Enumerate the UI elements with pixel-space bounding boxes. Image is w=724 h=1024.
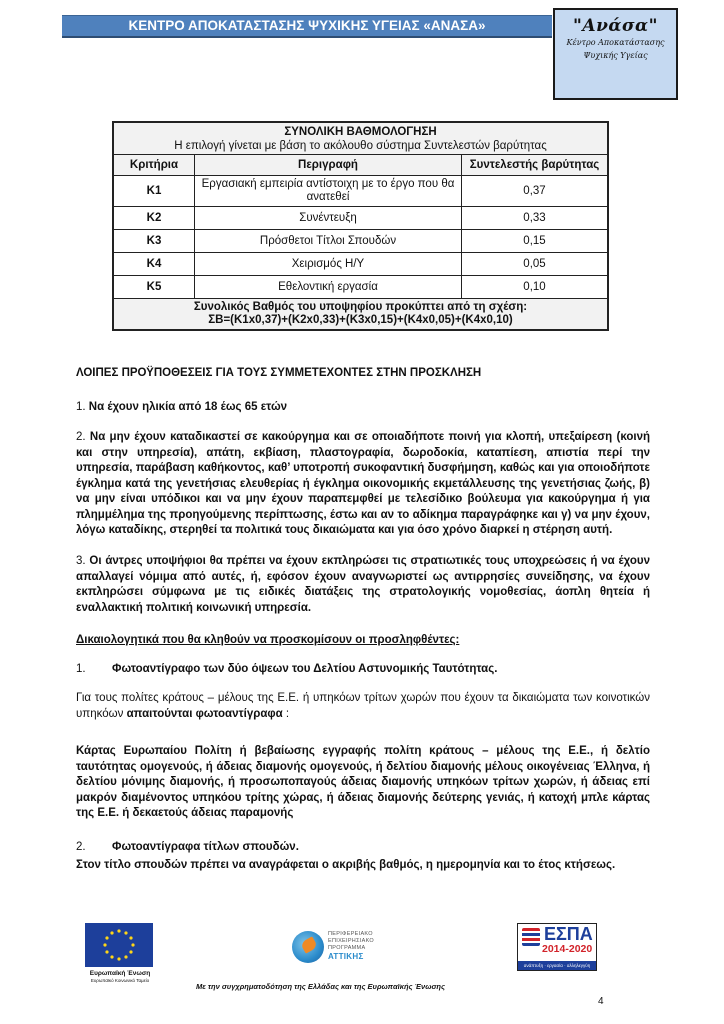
condition-text: Οι άντρες υποψήφιοι θα πρέπει να έχουν εκπληρώσει τις στρατιωτικές τους υποχρεώσεις ή να έχουν απαλλαγεί νόμιμα από αυτές, ή, εφόσον έχουν αναγνωριστεί ως αντιρρησίες συνείδησης, να έχουν εκπληρώσει σύμφωνα με τις ειδικές διατάξεις της στρατολογικής νομοθεσίας, άοπλη θητεία ή εναλλακτική πολιτική κοινωνική υπηρεσία. (76, 555, 650, 614)
espa-logo (517, 923, 597, 971)
table-row (113, 276, 608, 299)
condition-number: 1. (76, 401, 89, 413)
table-title: ΣΥΝΟΛΙΚΗ ΒΑΘΜΟΛΟΓΗΣΗ (284, 126, 437, 138)
logo-subtitle-1: Κέντρο Αποκατάστασης (566, 38, 665, 47)
criterion-cell: Κ2 (113, 207, 195, 230)
condition-item-2 (76, 430, 650, 539)
logo-subtitle-2: Ψυχικής Υγείας (583, 51, 648, 60)
condition-number: 3. (76, 555, 90, 567)
table-header-row (113, 155, 608, 176)
weight-cell: 0,33 (462, 207, 609, 230)
document-number: 2. (76, 841, 86, 853)
table-row (113, 176, 608, 207)
condition-item-3 (76, 554, 650, 616)
footer-logos (0, 915, 724, 983)
anasa-logo (553, 8, 678, 100)
condition-number: 2. (76, 431, 90, 443)
eu-citizens-text: Για τους πολίτες κράτους – μέλους της Ε.Ε. ή υπηκόων τρίτων χωρών που έχουν τα δικαιώματα των κοινοτικών υπηκόων (76, 692, 650, 720)
header-title: ΚΕΝΤΡΟ ΑΠΟΚΑΤΑΣΤΑΣΗΣ ΨΥΧΙΚΗΣ ΥΓΕΙΑΣ «ΑΝΑΣΑ» (128, 18, 486, 33)
conditions-heading: ΛΟΙΠΕΣ ΠΡΟΫΠΟΘΕΣΕΙΣ ΓΙΑ ΤΟΥΣ ΣΥΜΜΕΤΕΧΟΝΤΕΣ ΣΤΗΝ ΠΡΟΣΚΛΗΣΗ (76, 367, 482, 379)
pep-line-2: ΕΠΙΧΕΙΡΗΣΙΑΚΟ (328, 938, 374, 944)
table-row (113, 230, 608, 253)
document-text: Φωτοαντίγραφα τίτλων σπουδών. (112, 841, 299, 853)
condition-text: Να έχουν ηλικία από 18 έως 65 ετών (88, 401, 288, 413)
condition-item-1 (76, 400, 650, 416)
criterion-cell: Κ5 (113, 276, 195, 299)
document-item-2-note: Στον τίτλο σπουδών πρέπει να αναγράφεται ο ακριβής βαθμός, η ημερομηνία και το έτος κτήσεως. (76, 859, 616, 871)
column-header-criteria: Κριτήρια (113, 155, 195, 176)
espa-flag-icon (522, 928, 540, 946)
document-item-1 (76, 662, 650, 678)
weight-cell: 0,05 (462, 253, 609, 276)
header-band (62, 15, 552, 38)
eu-citizens-tail: : (282, 707, 290, 720)
table-title-cell (113, 122, 608, 155)
eu-citizens-paragraph (76, 691, 650, 722)
espa-word: ΕΣΠΑ (544, 924, 593, 944)
document-text: Φωτοαντίγραφο των δύο όψεων του Δελτίου Αστυνομικής Ταυτότητας. (112, 663, 498, 675)
documents-heading: Δικαιολογητικά που θα κληθούν να προσκομίσουν οι προσληφθέντες: (76, 634, 460, 646)
pep-text (328, 931, 374, 962)
document-number: 1. (76, 663, 86, 675)
eu-sublabel-text: Ευρωπαϊκό Κοινωνικό Ταμείο (90, 978, 150, 983)
pep-line-1: ΠΕΡΙΦΕΡΕΙΑΚΟ (328, 931, 373, 937)
cards-paragraph: Κάρτας Ευρωπαίου Πολίτη ή βεβαίωσης εγγραφής πολίτη κράτους – μέλους της Ε.Ε., ή δελτίο ταυτότητας ομογενούς, ή άδειας διαμονής ομογενούς, ή δελτίου διαμονής μέλους οικογένειας Έλληνα, ή δελτίου μόνιμης διαμονής, ή προσωποπαγούς άδειας διαμονής υπηκόων τρίτων χωρών, ή άδειας επί μακρόν διαμένοντος υπηκόου τρίτης χώρας, ή άδειας διαμονής δεύτερης γενιάς, ή κατοχή μπλε κάρτας της Ε.Ε. ή δεκαετούς άδειας παραμονής (76, 745, 650, 819)
description-cell: Εργασιακή εμπειρία αντίστοιχη με το έργο που θα ανατεθεί (195, 176, 462, 207)
criterion-cell: Κ1 (113, 176, 195, 207)
description-cell: Συνέντευξη (195, 207, 462, 230)
cofunding-note: Με την συγχρηματοδότηση της Ελλάδας και της Ευρωπαϊκής Ένωσης (196, 982, 446, 991)
table-row (113, 207, 608, 230)
formula-caption: Συνολικός Βαθμός του υποψηφίου προκύπτει από τη σχέση: (193, 301, 528, 313)
criterion-cell: Κ3 (113, 230, 195, 253)
espa-tagline: ανάπτυξη · εργασία · αλληλεγγύη (518, 961, 596, 970)
column-header-description: Περιγραφή (195, 155, 462, 176)
document-item-2 (76, 840, 650, 856)
eu-stars-icon (85, 923, 153, 967)
pep-line-4: ΑΤΤΙΚΗΣ (328, 952, 364, 961)
column-header-weight: Συντελεστής βαρύτητας (462, 155, 609, 176)
page-number: 4 (598, 996, 604, 1007)
weight-cell: 0,15 (462, 230, 609, 253)
pep-attica-logo (292, 925, 392, 973)
criterion-cell: Κ4 (113, 253, 195, 276)
table-formula-cell (113, 299, 608, 331)
logo-title: "Ανάσα" (573, 16, 658, 36)
scoring-table (112, 121, 609, 331)
table-subtitle: Η επιλογή γίνεται με βάση το ακόλουθο σύστημα Συντελεστών βαρύτητας (174, 140, 547, 152)
table-row (113, 253, 608, 276)
pep-line-3: ΠΡΟΓΡΑΜΜΑ (328, 945, 366, 951)
formula: ΣΒ=(Κ1x0,37)+(Κ2x0,33)+(Κ3x0,15)+(Κ4x0,05)+(Κ4x0,10) (208, 314, 513, 326)
description-cell: Εθελοντική εργασία (195, 276, 462, 299)
eu-citizens-bold: απαιτούνται φωτοαντίγραφα (126, 707, 283, 720)
eu-label (80, 970, 160, 984)
eu-flag-logo (85, 923, 153, 967)
weight-cell: 0,10 (462, 276, 609, 299)
weight-cell: 0,37 (462, 176, 609, 207)
eu-label-text: Ευρωπαϊκή Ένωση (89, 970, 151, 977)
espa-years: 2014-2020 (542, 943, 593, 955)
description-cell: Πρόσθετοι Τίτλοι Σπουδών (195, 230, 462, 253)
description-cell: Χειρισμός Η/Υ (195, 253, 462, 276)
condition-text: Να μην έχουν καταδικαστεί σε κακούργημα και σε οποιαδήποτε ποινή για κλοπή, υπεξαίρεση (κοινή και στην υπηρεσία), απάτη, εκβίαση, πλαστογραφία, δωροδοκία, καταπίεση, απιστία περί την υπηρεσία, παράβαση καθήκοντος, καθ’ υποτροπή συκοφαντική δυσφήμηση, καθώς και για οποιοδήποτε έγκλημα κατά της γενετήσιας ελευθερίας ή έγκλημα οικονομικής εκμετάλλευσης της γενετήσιας ζωής, β) να μην είναι υπόδικοι και να μην έχουν παραπεμφθεί με τελεσίδικο βούλευμα για κακούργημα ή για πλημμέλημα της προηγούμενης περίπτωσης, έστω και αν το αδίκημα παραγράφηκε και γ) να μην έχουν, λόγω καταδίκης, στερηθεί τα πολιτικά τους δικαιώματα και για όσο χρόνο διαρκεί η στέρηση αυτή. (76, 431, 650, 536)
